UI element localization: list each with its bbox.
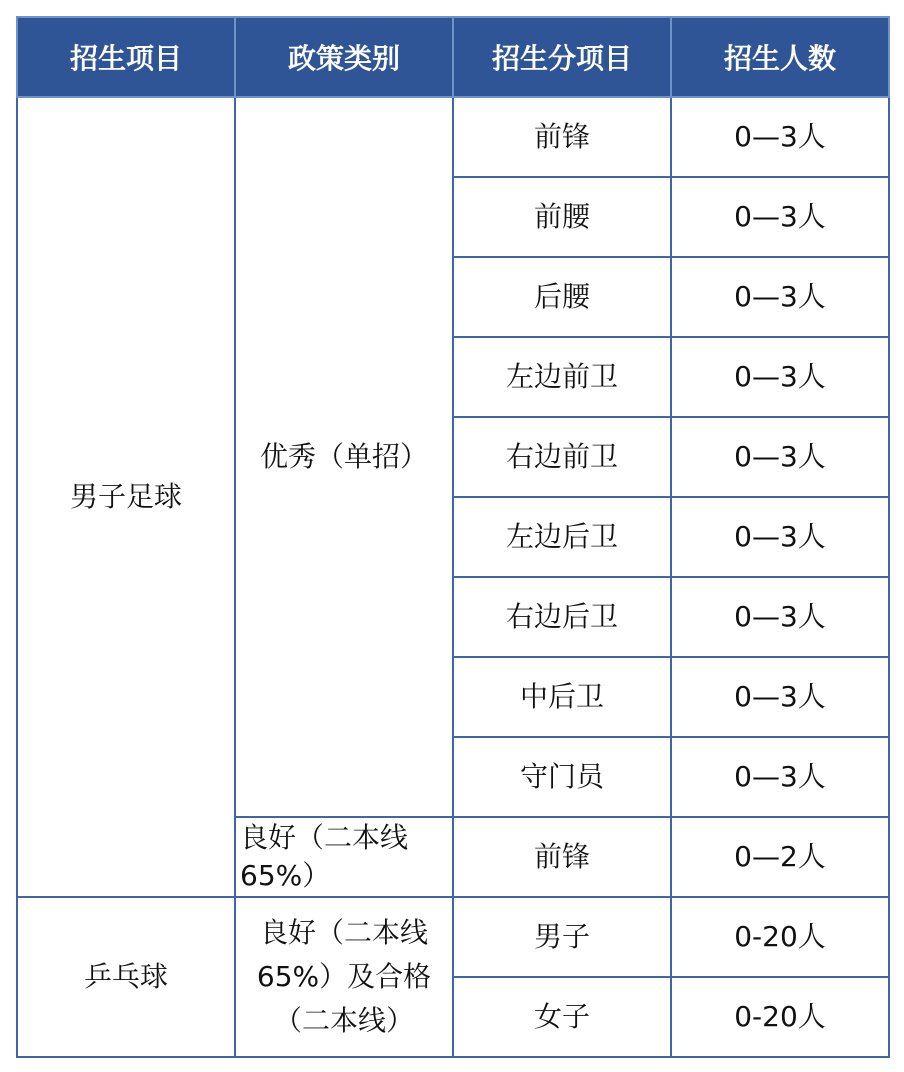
policy-cell-pingpong: 良好（二本线65%）及合格（二本线） <box>235 897 453 1057</box>
count-cell: 0—3人 <box>671 577 889 657</box>
count-cell: 0—2人 <box>671 817 889 897</box>
position-cell: 左边前卫 <box>453 337 671 417</box>
policy-cell-excellent: 优秀（单招） <box>235 97 453 817</box>
position-cell: 前腰 <box>453 177 671 257</box>
header-count: 招生人数 <box>671 17 889 97</box>
header-sub-project: 招生分项目 <box>453 17 671 97</box>
count-cell: 0—3人 <box>671 177 889 257</box>
count-cell: 0—3人 <box>671 417 889 497</box>
position-cell: 男子 <box>453 897 671 977</box>
project-cell-football: 男子足球 <box>17 97 235 897</box>
admissions-table <box>16 16 890 1058</box>
count-cell: 0—3人 <box>671 337 889 417</box>
position-cell: 前锋 <box>453 817 671 897</box>
policy-cell-good: 良好（二本线65%） <box>235 817 453 897</box>
header-policy: 政策类别 <box>235 17 453 97</box>
count-cell: 0—3人 <box>671 257 889 337</box>
count-cell: 0—3人 <box>671 97 889 177</box>
count-cell: 0-20人 <box>671 977 889 1057</box>
position-cell: 守门员 <box>453 737 671 817</box>
position-cell: 前锋 <box>453 97 671 177</box>
header-row <box>17 17 889 97</box>
project-cell-pingpong: 乒乓球 <box>17 897 235 1057</box>
table-row <box>17 897 889 977</box>
count-cell: 0—3人 <box>671 737 889 817</box>
count-cell: 0—3人 <box>671 497 889 577</box>
position-cell: 右边前卫 <box>453 417 671 497</box>
header-project: 招生项目 <box>17 17 235 97</box>
position-cell: 中后卫 <box>453 657 671 737</box>
position-cell: 右边后卫 <box>453 577 671 657</box>
position-cell: 左边后卫 <box>453 497 671 577</box>
count-cell: 0—3人 <box>671 657 889 737</box>
count-cell: 0-20人 <box>671 897 889 977</box>
position-cell: 女子 <box>453 977 671 1057</box>
position-cell: 后腰 <box>453 257 671 337</box>
table-row <box>17 97 889 177</box>
